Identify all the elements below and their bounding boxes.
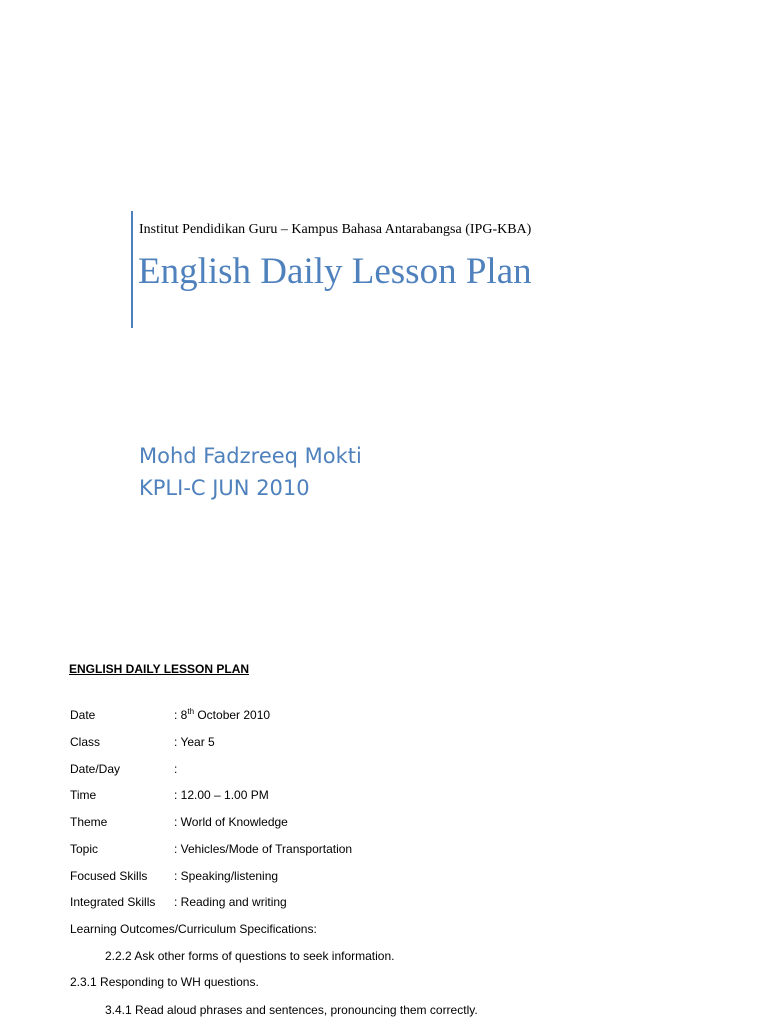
field-label: Date/Day [70, 762, 121, 776]
lesson-plan-heading: ENGLISH DAILY LESSON PLAN [69, 662, 250, 676]
field-row-topic [70, 842, 352, 856]
field-row-theme [70, 815, 288, 829]
program-name: KPLI-C JUN 2010 [139, 476, 310, 500]
field-row-date [70, 708, 270, 722]
field-value: : Vehicles/Mode of Transportation [174, 842, 353, 856]
author-block [139, 440, 362, 504]
field-value: : 8th October 2010 [174, 707, 271, 722]
learning-outcomes-heading: Learning Outcomes/Curriculum Specifications: [70, 922, 317, 936]
field-value: : [174, 762, 178, 776]
field-row-class [70, 735, 215, 749]
field-label: Integrated Skills [70, 895, 156, 909]
author-name: Mohd Fadzreeq Mokti [139, 444, 362, 468]
field-row-focused-skills [70, 869, 278, 883]
field-label: Time [70, 788, 97, 802]
field-label: Date [70, 708, 96, 722]
field-value: : World of Knowledge [174, 815, 288, 829]
cover-accent-rule [131, 211, 133, 328]
field-value: : Year 5 [174, 735, 215, 749]
field-value: : Speaking/listening [174, 869, 279, 883]
field-row-date-day [70, 762, 177, 776]
field-value: : 12.00 – 1.00 PM [174, 788, 269, 802]
outcome-item: 3.4.1 Read aloud phrases and sentences, pronouncing them correctly. [105, 1003, 478, 1017]
field-row-time [70, 788, 269, 802]
field-value: : Reading and writing [174, 895, 287, 909]
outcome-item: 2.2.2 Ask other forms of questions to seek information. [105, 949, 395, 963]
field-row-integrated-skills [70, 895, 287, 909]
field-label: Topic [70, 842, 99, 856]
institution-name: Institut Pendidikan Guru – Kampus Bahasa Antarabangsa (IPG-KBA) [139, 222, 532, 237]
field-label: Class [70, 735, 101, 749]
field-label: Theme [70, 815, 108, 829]
field-label: Focused Skills [70, 869, 148, 883]
document-title: English Daily Lesson Plan [138, 251, 532, 292]
outcome-item: 2.3.1 Responding to WH questions. [70, 975, 259, 989]
